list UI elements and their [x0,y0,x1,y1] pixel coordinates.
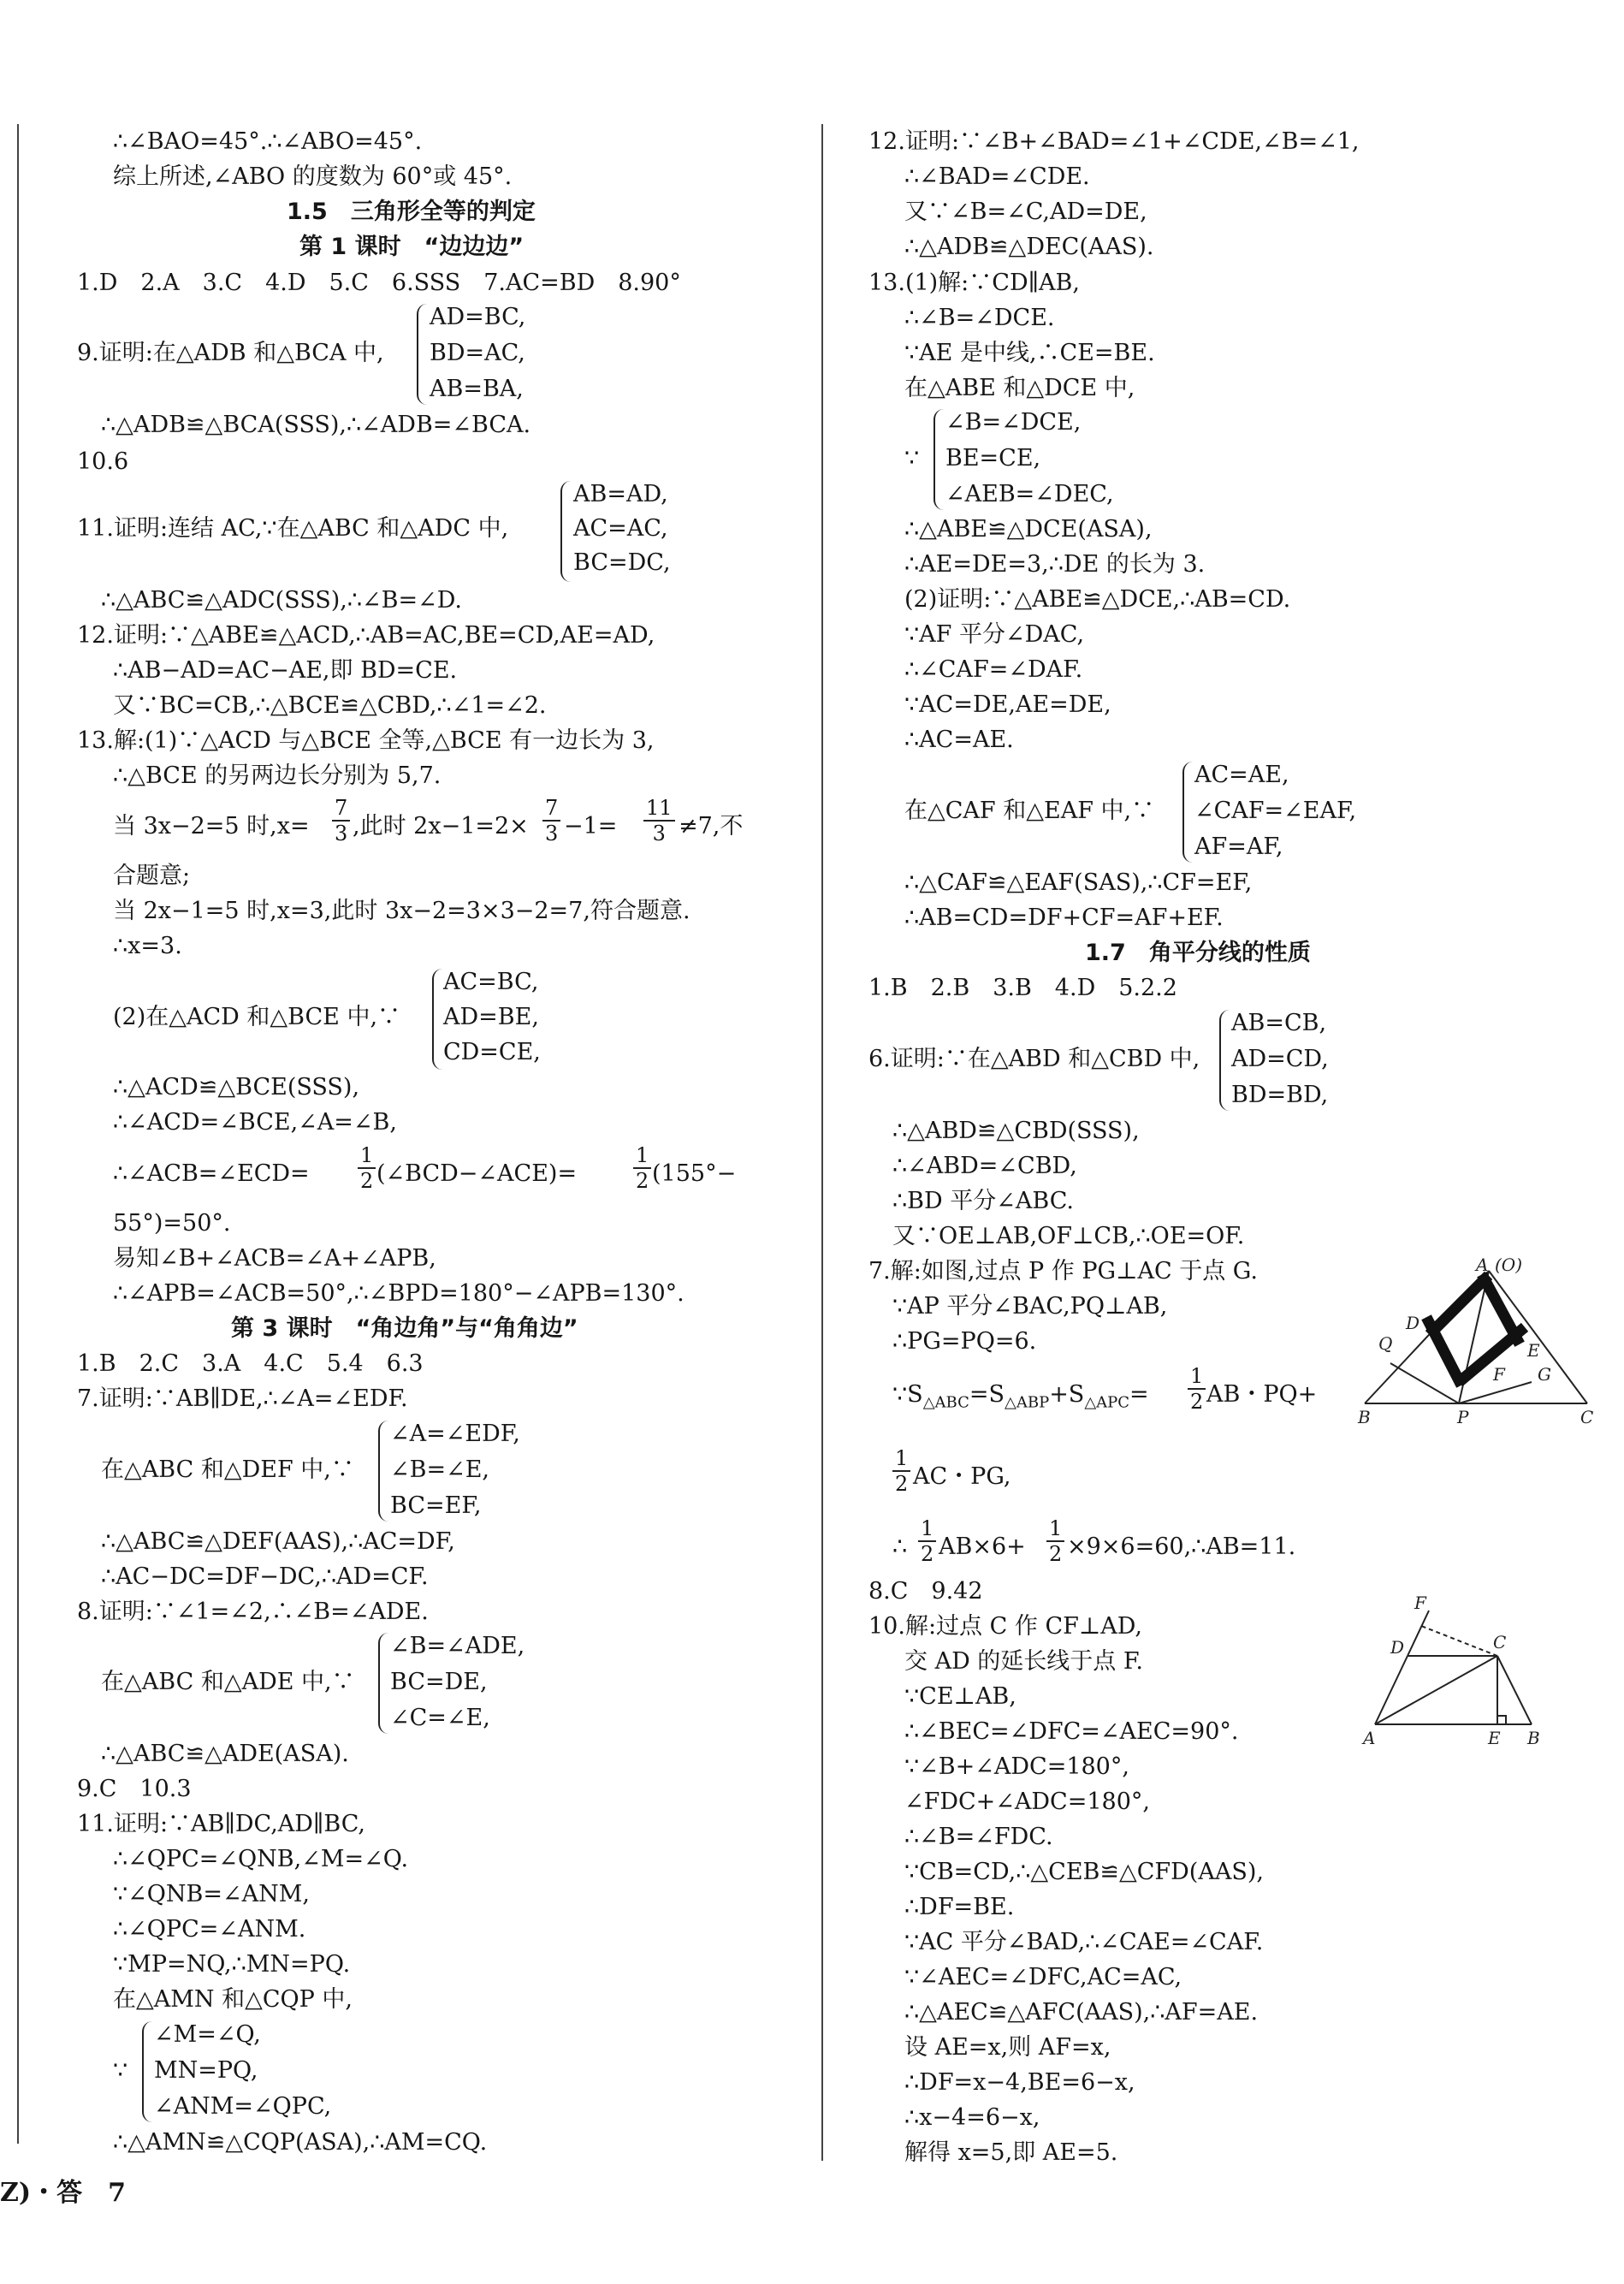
text-line: ∴∠CAF=∠DAF. [904,656,1083,683]
text-line: ∴PG=PQ=6. [892,1328,1037,1355]
text-line: ∴AC−DC=DF−DC,∴AD=CF. [101,1563,429,1590]
brace [378,1421,388,1522]
text-line: ∵ [113,2057,128,2084]
fig1-label: C [1580,1407,1594,1427]
text-line: 7.证明:∵AB∥DE,∴∠A=∠EDF. [77,1385,408,1412]
text-line: ∴∠QPC=∠ANM. [113,1916,306,1943]
system-line: BC=DE, [390,1669,488,1695]
text-line: 当 3x−2=5 时,x= [113,813,310,839]
brace [1182,762,1193,863]
text-line: ∴△BCE 的另两边长分别为 5,7. [113,762,442,789]
fig2-label: B [1527,1728,1540,1746]
text-line: 13.解:(1)∵△ACD 与△BCE 全等,△BCE 有一边长为 3, [77,727,655,754]
text-line: 解得 x=5,即 AE=5. [904,2139,1118,2166]
text-line: ∠FDC+∠ADC=180°, [904,1789,1150,1815]
text-line: 综上所述,∠ABO 的度数为 60°或 45°. [113,163,513,190]
text-line: ,此时 2x−1=2× [353,813,529,839]
brace [378,1633,388,1734]
system-line: BE=CE, [945,445,1041,472]
fraction: $\frac{1}{2}$ [358,1143,376,1193]
text-line: ∵MP=NQ,∴MN=PQ. [113,1951,351,1978]
text-line: (2)证明:∵△ABE≌△DCE,∴AB=CD. [904,586,1291,613]
system-line: AD=BC, [430,304,526,330]
text-line: ∴△ABD≌△CBD(SSS), [892,1118,1140,1144]
system-line: AF=AF, [1194,834,1283,860]
text-line: ∴∠QPC=∠QNB,∠M=∠Q. [113,1846,409,1872]
fraction: $\frac{7}{3}$ [542,796,560,845]
area-equation: $\because S_{\triangle ABC}=S_{\triangle ABP}+S_{\triangle APC}=$ [892,1381,1149,1412]
fig1-label: E [1527,1340,1540,1361]
text-line: 12.证明:∵∠B+∠BAD=∠1+∠CDE,∠B=∠1, [868,128,1360,155]
text-line: 在△ABC 和△DEF 中,∵ [101,1456,354,1483]
text-line: ∵AF 平分∠DAC, [904,621,1085,648]
fig2-label: F [1414,1593,1426,1613]
system-line: ∠C=∠E, [390,1705,490,1731]
answer-line: 1.B 2.B 3.B 4.D 5.2.2 [868,975,1177,1001]
system-line: AD=BE, [443,1004,539,1030]
left-margin-rule [17,124,19,2144]
text-line: ∴DF=x−4,BE=6−x, [904,2069,1135,2096]
system-line: ∠AEB=∠DEC, [945,481,1114,507]
text-line: ∴AC=AE. [904,727,1014,753]
system-line: BD=BD, [1231,1082,1329,1108]
fig2-label: C [1493,1632,1507,1652]
text-line: ∴AB−AD=AC−AE,即 BD=CE. [113,657,458,684]
text-line: ∴∠ACD=∠BCE,∠A=∠B, [113,1109,397,1136]
system-line: AB=BA, [430,376,524,402]
brace [417,304,427,405]
system-line: ∠B=∠ADE, [390,1633,525,1659]
text-line: ∵CE⊥AB, [904,1683,1016,1710]
fraction: $\frac{7}{3}$ [332,796,350,845]
system-line: CD=CE, [443,1039,541,1065]
fig1-label: D [1406,1313,1420,1333]
lesson-heading: 第 1 课时 “边边边” [299,234,525,260]
geometry-figure-2 [1356,1592,1544,1746]
text-line: −1= [564,813,618,839]
text-line: (2)在△ACD 和△BCE 中,∵ [113,1004,401,1030]
text-line: 易知∠B+∠ACB=∠A+∠APB, [113,1245,436,1272]
system-line: ∠ANM=∠QPC, [154,2093,332,2120]
system-line: BC=EF, [390,1492,482,1519]
text-line: 又∵OE⊥AB,OF⊥CB,∴OE=OF. [892,1223,1245,1249]
text-line: ∴△CAF≌△EAF(SAS),∴CF=EF, [904,869,1253,896]
text-line: ∴△ADB≌△BCA(SSS),∴∠ADB=∠BCA. [101,412,531,438]
system-line: AD=CD, [1231,1046,1329,1072]
text-line: 在△ABE 和△DCE 中, [904,375,1135,401]
text-line: ∵AC 平分∠BAD,∴∠CAE=∠CAF. [904,1929,1264,1955]
text-line: ∴△AMN≌△CQP(ASA),∴AM=CQ. [113,2129,488,2156]
text-line: ∵∠AEC=∠DFC,AC=AC, [904,1964,1182,1990]
text-line: ≠7,不 [679,813,744,839]
text-line: ∴∠BAD=∠CDE. [904,163,1090,190]
text-line: ∴x=3. [113,933,182,959]
text-line: ∵AP 平分∠BAC,PQ⊥AB, [892,1293,1168,1320]
text-line: ∴∠B=∠FDC. [904,1824,1053,1850]
fraction: $\frac{1}{2}$ [1046,1516,1064,1566]
system-line: ∠A=∠EDF, [390,1421,520,1447]
text-line: ∴∠BAO=45°.∴∠ABO=45°. [113,128,423,155]
text-line: 设 AE=x,则 AF=x, [904,2034,1111,2061]
geometry-figure-1 [1356,1254,1604,1442]
text-line: 8.证明:∵∠1=∠2,∴∠B=∠ADE. [77,1599,429,1625]
text-line: (155°− [652,1160,737,1187]
column-divider [821,124,823,2161]
text-line: ∵AE 是中线,∴CE=BE. [904,340,1155,366]
text-line: 12.证明:∵△ABE≌△ACD,∴AB=AC,BE=CD,AE=AD, [77,622,655,649]
system-line: AC=AC, [573,515,668,542]
text-line: ∴AB=CD=DF+CF=AF+EF. [904,905,1224,931]
text-line: ∴△ABC≌△DEF(AAS),∴AC=DF, [101,1528,455,1555]
text-line: 又∵∠B=∠C,AD=DE, [904,199,1147,225]
fig1-label: (O) [1495,1255,1523,1275]
text-line: ∵ [904,445,920,472]
answer-line: 9.C 10.3 [77,1776,192,1802]
fig2-label: D [1390,1637,1405,1658]
text-line: ∴△ABE≌△DCE(ASA), [904,516,1153,543]
text-line: 6.证明:∵在△ABD 和△CBD 中, [868,1046,1200,1072]
system-line: AB=CB, [1231,1010,1327,1036]
text-line: ∴∠ACB=∠ECD= [113,1160,310,1187]
text-line: ∴DF=BE. [904,1894,1015,1920]
text-line: ∴∠APB=∠ACB=50°,∴∠BPD=180°−∠APB=130°. [113,1280,685,1307]
fig2-label: E [1488,1728,1501,1746]
system-line: BC=DC, [573,549,671,576]
answer-line: 1.B 2.C 3.A 4.C 5.4 6.3 [77,1350,424,1377]
text-line: 在△AMN 和△CQP 中, [113,1986,353,2013]
text-line: AB・PQ+ [1206,1381,1318,1408]
text-line: 10.解:过点 C 作 CF⊥AD, [868,1613,1142,1640]
fraction: $\frac{1}{2}$ [1188,1364,1206,1414]
fig1-label: P [1457,1407,1469,1427]
fig1-label: G [1538,1364,1551,1385]
system-line: ∠B=∠DCE, [945,409,1082,436]
answer-line: 1.D 2.A 3.C 4.D 5.C 6.SSS 7.AC=BD 8.90° [77,270,681,296]
text-line: AC・PG, [913,1463,1011,1490]
text-line: 7.解:如图,过点 P 作 PG⊥AC 于点 G. [868,1258,1258,1284]
fraction: $\frac{1}{2}$ [633,1143,651,1193]
text-line: 在△CAF 和△EAF 中,∵ [904,798,1155,824]
text-line: ∴△ABC≌△ADE(ASA). [101,1741,349,1767]
system-line: ∠CAF=∠EAF, [1194,798,1357,824]
fig1-label: Q [1378,1333,1393,1354]
text-line: 55°)=50°. [113,1210,231,1237]
brace [934,409,944,510]
text-line: ∴x−4=6−x, [904,2104,1040,2131]
text-line: 交 AD 的延长线于点 F. [904,1648,1144,1675]
system-line: ∠B=∠E, [390,1456,490,1483]
system-line: AB=AD, [573,481,668,507]
text-line: ∵∠B+∠ADC=180°, [904,1753,1129,1780]
fig2-label: A [1363,1728,1376,1746]
text-line: 又∵BC=CB,∴△BCE≌△CBD,∴∠1=∠2. [113,692,547,719]
text-line: ∵AC=DE,AE=DE, [904,691,1111,718]
text-line: ∴BD 平分∠ABC. [892,1188,1074,1214]
brace [142,2021,152,2122]
section-heading: 1.5 三角形全等的判定 [287,199,536,225]
text-line: ×9×6=60,∴AB=11. [1067,1534,1296,1560]
system-line: BD=AC, [430,340,525,366]
proof-11-intro: 11.证明:连结 AC,∵在△ABC 和△ADC 中, [77,515,509,542]
text-line: ∵∠QNB=∠ANM, [113,1881,311,1907]
fig1-label: B [1358,1407,1371,1427]
page-footer: Z)・答 7 [0,2178,126,2208]
fraction: $\frac{1}{2}$ [918,1516,936,1566]
system-line: AC=AE, [1194,762,1289,788]
text-line: 在△ABC 和△ADE 中,∵ [101,1669,355,1695]
system-line: ∠M=∠Q, [154,2021,261,2048]
answer-line: 8.C 9.42 [868,1578,983,1605]
section-heading: 1.7 角平分线的性质 [1085,940,1311,966]
text-line: ∴AE=DE=3,∴DE 的长为 3. [904,551,1206,578]
text-line: (∠BCD−∠ACE)= [376,1160,578,1187]
text-line: 当 2x−1=5 时,x=3,此时 3x−2=3×3−2=7,符合题意. [113,898,690,924]
brace [432,969,442,1070]
lesson-heading: 第 3 课时 “角边角”与“角角边” [231,1315,578,1342]
text-line: 合题意; [113,863,191,889]
proof-9-intro: 9.证明:在△ADB 和△BCA 中, [77,340,384,366]
fig1-label: F [1493,1364,1505,1385]
text-line: ∴△ACD≌△BCE(SSS), [113,1074,360,1100]
text-line: ∴∠B=∠DCE. [904,305,1055,331]
text-line: AB×6+ [939,1534,1026,1560]
text-line: ∵CB=CD,∴△CEB≌△CFD(AAS), [904,1859,1264,1885]
text-line: ∴∠ABD=∠CBD, [892,1153,1077,1179]
fraction: $\frac{11}{3}$ [643,796,675,845]
text-line: ∴△ADB≌△DEC(AAS). [904,234,1154,260]
text-line: ∴△ABC≌△ADC(SSS),∴∠B=∠D. [101,587,462,614]
answer-line: 10.6 [77,448,129,475]
text-line: 13.(1)解:∵CD∥AB, [868,270,1080,296]
system-line: AC=BC, [443,969,539,995]
text-line: ∴ [892,1534,908,1560]
brace [560,481,571,582]
brace [1219,1010,1230,1111]
fraction: $\frac{1}{2}$ [892,1446,910,1496]
text-line: 11.证明:∵AB∥DC,AD∥BC, [77,1811,366,1837]
system-line: MN=PQ, [154,2057,258,2084]
fig1-label: A [1476,1255,1489,1275]
text-line: ∴∠BEC=∠DFC=∠AEC=90°. [904,1718,1239,1745]
text-line: ∴△AEC≌△AFC(AAS),∴AF=AE. [904,1999,1259,2026]
